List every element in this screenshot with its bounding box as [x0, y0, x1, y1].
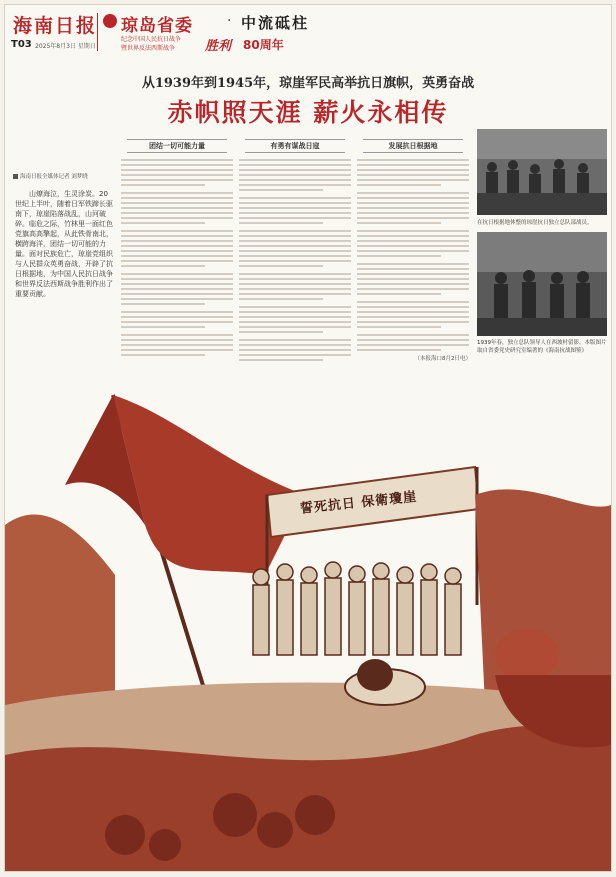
- lead-paragraph: 山燎海泣，生灵涂炭。20世纪上半叶，随着日军铁蹄长驱南下，琼崖陷落战乱，山河破碎。临危之际，竹林里一面红色党旗高高擎起，从此铁骨南北，横跨海洋，团结一切可能的力量。面对民族危亡，琼崖党组织与人民群众英勇奋战，开辟了抗日根据地，为中国人民抗日战争和世界反法西斯战争胜利作出了重要贡献。: [15, 190, 113, 298]
- anniversary-line-2: 暨世界反法西斯战争: [121, 45, 176, 52]
- byline: [13, 172, 113, 180]
- masthead-divider: [97, 13, 98, 51]
- dateline-note: （本报海口8月2日电）: [414, 356, 471, 362]
- article-column-3: [355, 139, 471, 362]
- banner-slogan: 誓死抗日 保衛瓊崖: [299, 489, 418, 517]
- byline-text: 海南日报全媒体记者 刘梦晓: [20, 174, 88, 180]
- article-column-2: [237, 139, 353, 364]
- masthead: [5, 5, 611, 57]
- column-3-body: [355, 159, 471, 351]
- issue-date: 2025年8月3日 星期日: [35, 43, 96, 50]
- main-headline: 赤帜照天涯 薪火永相传: [167, 98, 449, 127]
- woodcut-illustration: [5, 375, 611, 871]
- kicker-headline: 从1939年到1945年，琼崖军民高举抗日旗帜，英勇奋战: [141, 76, 475, 91]
- column-name: 琼岛省委: [121, 16, 193, 36]
- byline-square-icon: [13, 174, 18, 179]
- column-separator: ·: [227, 13, 232, 29]
- article-column-1: [119, 139, 235, 359]
- anniversary-years: 80周年: [243, 38, 284, 52]
- column-2-body: [237, 159, 353, 361]
- column-subtitle: 中流砥柱: [241, 14, 310, 32]
- seal-icon: [103, 14, 117, 28]
- newspaper-page: [4, 4, 612, 872]
- paper-logo: 海南日报: [13, 15, 98, 37]
- historical-photo-soldiers: [477, 129, 607, 215]
- page-number: T03: [11, 39, 32, 50]
- photo-caption-1: 在抗日根据地休整的琼崖抗日独立总队部战员。: [477, 220, 593, 226]
- column-1-body: [119, 159, 235, 356]
- anniversary-line-1: 纪念中国人民抗日战争: [121, 36, 182, 43]
- section-title-3: 发展抗日根据地: [363, 139, 463, 153]
- section-title-2: 有勇有谋战日寇: [245, 139, 345, 153]
- anniversary-brand: 胜利: [205, 39, 232, 54]
- photo-caption-2: 1939年春，独立总队领导人在西坡村留影。本版图片取自省委党史研究室编著的《海南抗战图鉴》: [477, 340, 607, 354]
- section-title-1: 团结一切可能力量: [127, 139, 227, 153]
- historical-photo-leaders: [477, 232, 607, 336]
